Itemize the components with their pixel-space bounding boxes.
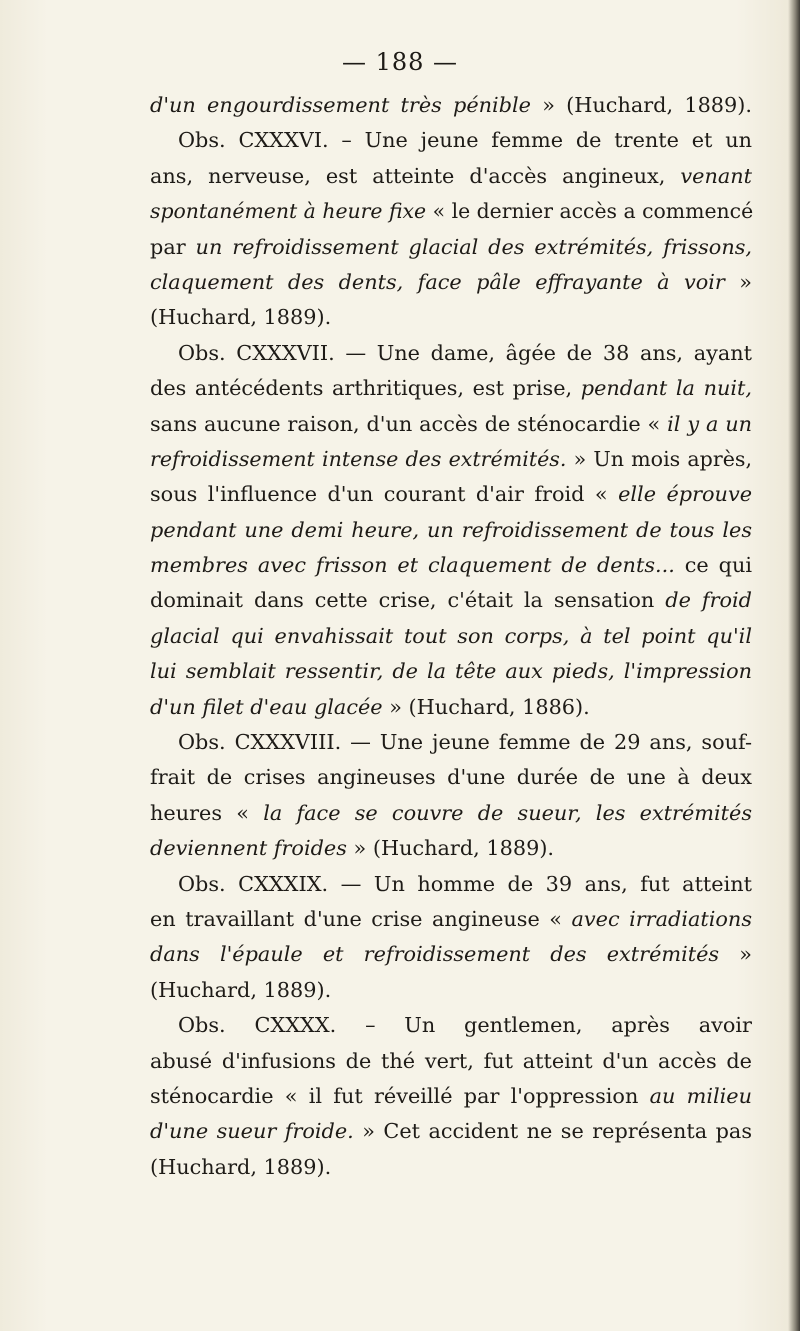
italic-text: la face se couvre de sueur, les extrémités	[263, 800, 752, 825]
text-line	[150, 619, 752, 654]
text-line	[150, 1150, 752, 1185]
text-line	[150, 760, 752, 795]
roman-text: des antécédents arthritiques, est prise,	[150, 376, 581, 401]
text-line	[150, 548, 752, 583]
text-line	[150, 230, 752, 265]
italic-text: pendant une demi heure, un refroidissement de tous les	[150, 517, 752, 542]
italic-text: venant	[680, 163, 752, 188]
roman-text: « le dernier accès a commencé	[426, 199, 754, 224]
roman-text: en travaillant d'une crise angineuse «	[150, 906, 572, 931]
roman-text: dominait dans cette crise, c'était la sensation	[150, 588, 666, 613]
text-line	[150, 88, 752, 123]
text-line	[150, 407, 752, 442]
page-number: — 188 —	[341, 48, 459, 76]
roman-text: sténocardie « il fut réveillé par l'oppression	[150, 1083, 650, 1108]
roman-text: frait de crises angineuses d'une durée de une à deux	[150, 765, 752, 790]
italic-text: membres avec frisson et claquement de dents...	[150, 553, 675, 578]
roman-text: (Huchard, 1889).	[150, 977, 332, 1002]
roman-text: abusé d'infusions de thé vert, fut atteint d'un accès de	[150, 1048, 752, 1073]
text-line	[150, 690, 752, 725]
text-line	[150, 123, 752, 158]
text-line	[150, 513, 752, 548]
text-line	[150, 902, 752, 937]
italic-text: au milieu	[649, 1083, 752, 1108]
italic-text: pendant la nuit,	[580, 376, 752, 401]
roman-text: ans, nerveuse, est atteinte d'accès angineux,	[150, 163, 681, 188]
roman-text: Obs. CXXXVI. – Une jeune femme de trente et un	[178, 128, 752, 153]
italic-text: avec irradiations	[571, 906, 752, 931]
text-line	[150, 654, 752, 689]
roman-text: Obs. CXXXX. – Un gentlemen, après avoir	[178, 1013, 752, 1038]
roman-text: » (Huchard, 1889).	[346, 836, 555, 861]
italic-text: refroidissement intense des extrémités.	[150, 446, 567, 471]
italic-text: dans l'épaule et refroidissement des extrémités	[150, 942, 720, 967]
text-line	[150, 371, 752, 406]
text-line	[150, 867, 752, 902]
roman-text: Obs. CXXXVIII. — Une jeune femme de 29 ans, souf-	[178, 730, 752, 755]
roman-text: » Un mois après,	[566, 446, 753, 471]
text-line	[150, 1008, 752, 1043]
italic-text: spontanément à heure fixe	[150, 199, 427, 224]
body-text	[150, 88, 752, 1185]
text-line	[150, 831, 752, 866]
text-line	[150, 300, 752, 335]
roman-text: ce qui	[674, 553, 752, 578]
text-line	[150, 442, 752, 477]
roman-text: (Huchard, 1889).	[150, 305, 332, 330]
roman-text: »	[724, 269, 752, 294]
text-line	[150, 796, 752, 831]
italic-text: il y a un	[667, 411, 752, 436]
roman-text: par	[150, 234, 196, 259]
text-line	[150, 725, 752, 760]
roman-text: » (Huchard, 1889).	[530, 93, 752, 117]
italic-text: d'un engourdissement très pénible	[150, 93, 531, 117]
italic-text: glacial qui envahissait tout son corps, à tel point qu'il	[150, 623, 752, 648]
text-line	[150, 1044, 752, 1079]
italic-text: d'un filet d'eau glacée	[150, 694, 383, 719]
text-line	[150, 194, 752, 229]
roman-text: (Huchard, 1889).	[150, 1154, 332, 1179]
italic-text: deviennent froides	[150, 836, 347, 861]
italic-text: lui semblait ressentir, de la tête aux pieds, l'impression	[150, 659, 752, 684]
roman-text: Obs. CXXXIX. — Un homme de 39 ans, fut atteint	[178, 871, 752, 896]
italic-text: de froid	[665, 588, 752, 613]
text-line	[150, 937, 752, 972]
italic-text: claquement des dents, face pâle effrayante à voir	[150, 269, 725, 294]
text-line	[150, 265, 752, 300]
italic-text: d'une sueur froide.	[150, 1119, 354, 1144]
text-line	[150, 477, 752, 512]
text-line	[150, 1079, 752, 1114]
italic-text: un refroidissement glacial des extrémités, frissons,	[195, 234, 753, 259]
page-edge-shadow	[788, 0, 800, 1331]
roman-text: »	[719, 942, 752, 967]
roman-text: heures «	[150, 800, 264, 825]
italic-text: elle éprouve	[618, 482, 752, 507]
roman-text: » Cet accident ne se représenta pas	[353, 1119, 752, 1144]
text-line	[150, 159, 752, 194]
roman-text: sans aucune raison, d'un accès de sténocardie «	[150, 411, 668, 436]
roman-text: » (Huchard, 1886).	[382, 694, 590, 719]
text-line	[150, 1114, 752, 1149]
text-line	[150, 583, 752, 618]
roman-text: sous l'influence d'un courant d'air froid «	[150, 482, 619, 507]
roman-text: Obs. CXXXVII. — Une dame, âgée de 38 ans, ayant	[178, 340, 752, 365]
text-line	[150, 973, 752, 1008]
text-line	[150, 336, 752, 371]
